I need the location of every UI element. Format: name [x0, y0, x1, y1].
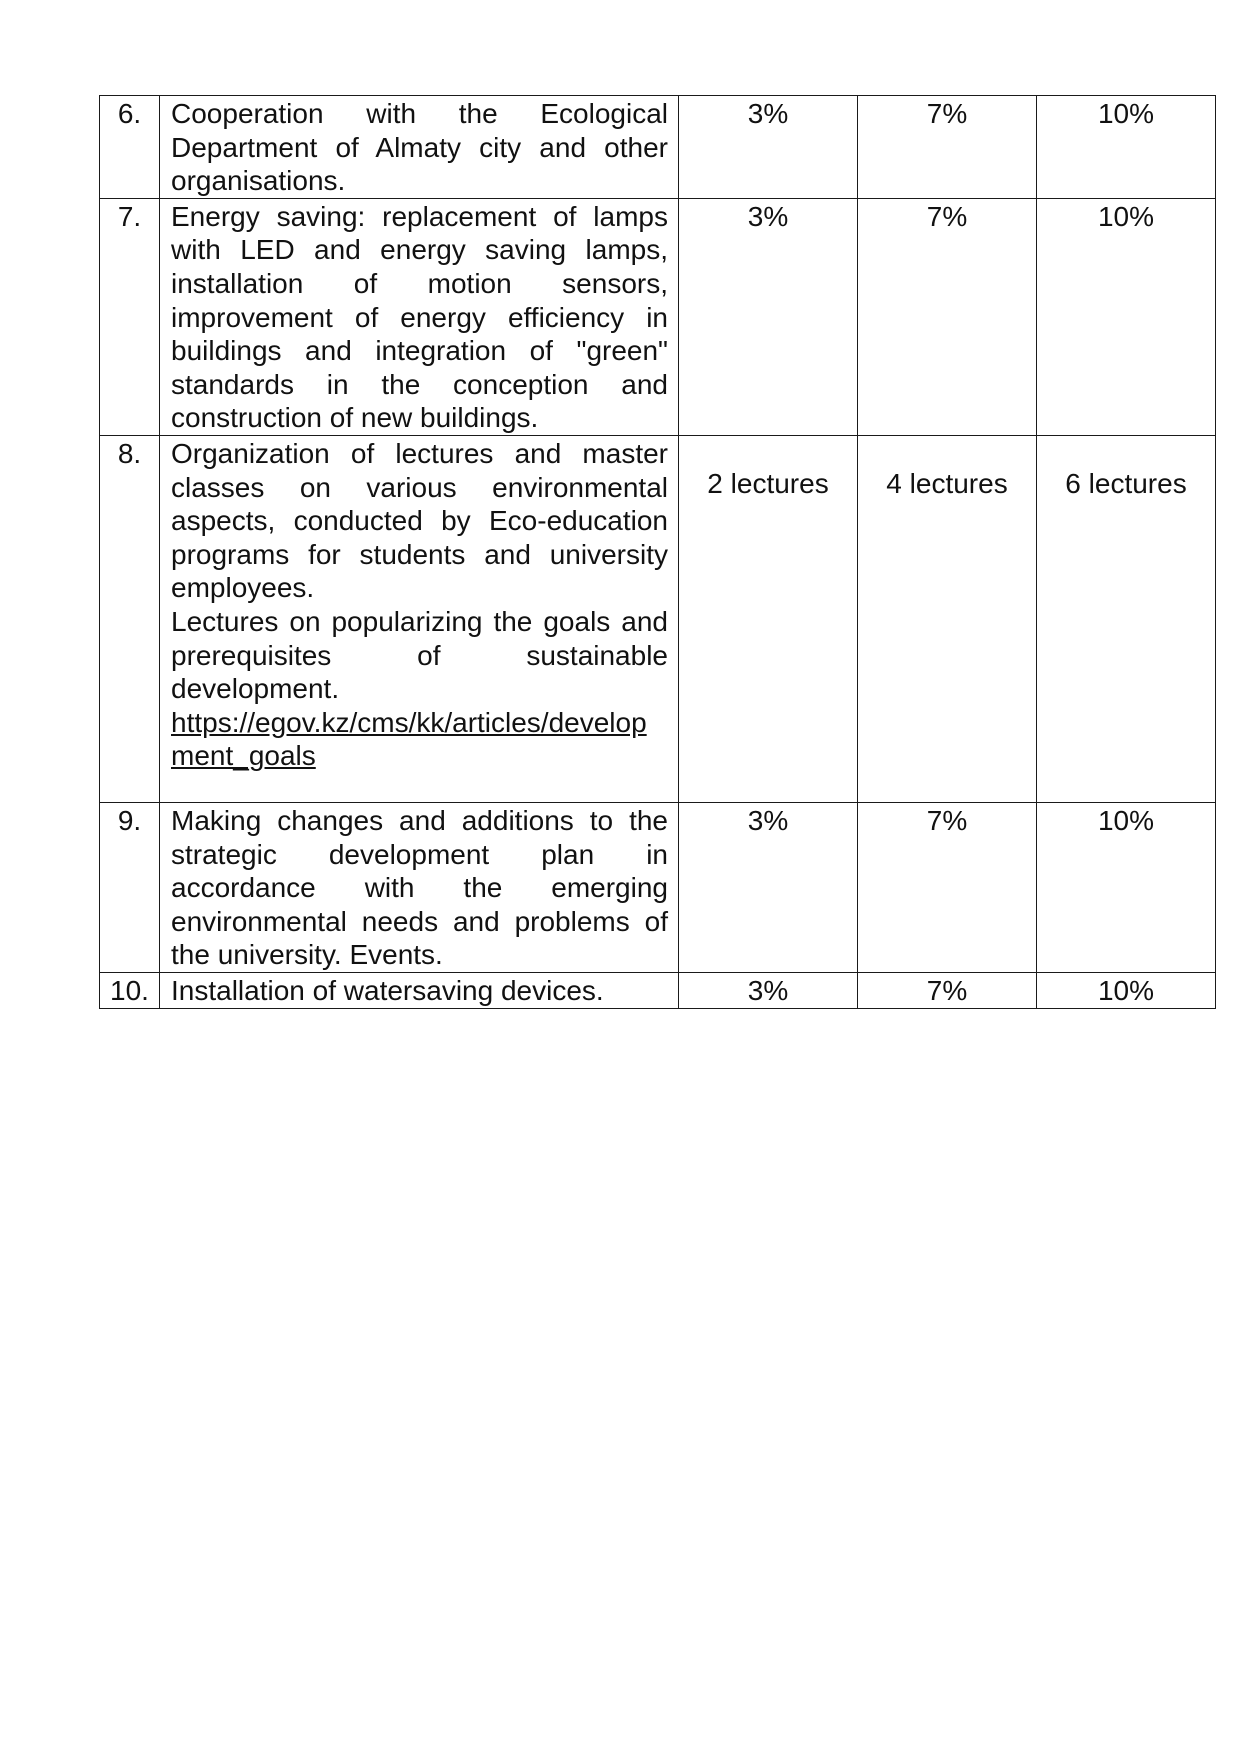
value-cell-2: 7% — [858, 972, 1037, 1008]
table-row — [100, 198, 1216, 435]
table-row — [100, 435, 1216, 802]
value-cell-1: 3% — [679, 96, 858, 199]
row-number: 9. — [100, 802, 160, 972]
row-description — [160, 198, 679, 435]
row-number: 8. — [100, 435, 160, 802]
value-cell-3: 6 lectures — [1037, 435, 1216, 802]
value-cell-1: 3% — [679, 972, 858, 1008]
row-number: 6. — [100, 96, 160, 199]
reference-link[interactable]: https://egov.kz/cms/kk/articles/development_goals — [171, 706, 647, 772]
value-cell-1: 3% — [679, 198, 858, 435]
description-text: Energy saving: replacement of lamps with LED and energy saving lamps, installation of motion sensors, improvement of energy efficiency in buildings and integration of "green" standards in the conception and construction of new buildings. — [171, 200, 668, 434]
value-cell-1: 2 lectures — [679, 435, 858, 802]
row-description — [160, 802, 679, 972]
value-cell-1: 3% — [679, 802, 858, 972]
row-number: 7. — [100, 198, 160, 435]
table-row — [100, 96, 1216, 199]
value-cell-2: 7% — [858, 802, 1037, 972]
description-text: Installation of watersaving devices. — [171, 974, 604, 1006]
row-description — [160, 972, 679, 1008]
row-description — [160, 96, 679, 199]
description-text: Organization of lectures and master classes on various environmental aspects, conducted by Eco-education programs for students and university employees. — [171, 437, 668, 604]
value-cell-2: 7% — [858, 96, 1037, 199]
value-cell-2: 4 lectures — [858, 435, 1037, 802]
row-description — [160, 435, 679, 802]
table-row — [100, 972, 1216, 1008]
description-text: Cooperation with the Ecological Department of Almaty city and other organisations. — [171, 98, 668, 197]
row-number: 10. — [100, 972, 160, 1008]
value-cell-3: 10% — [1037, 96, 1216, 199]
table-row — [100, 802, 1216, 972]
measures-table — [99, 95, 1216, 1009]
value-cell-3: 10% — [1037, 802, 1216, 972]
value-cell-2: 7% — [858, 198, 1037, 435]
description-text: Making changes and additions to the strategic development plan in accordance with the emerging environmental needs and problems of the university. Events. — [171, 804, 668, 971]
value-cell-3: 10% — [1037, 198, 1216, 435]
value-cell-3: 10% — [1037, 972, 1216, 1008]
description-text: Lectures on popularizing the goals and prerequisites of sustainable development. — [171, 605, 668, 705]
